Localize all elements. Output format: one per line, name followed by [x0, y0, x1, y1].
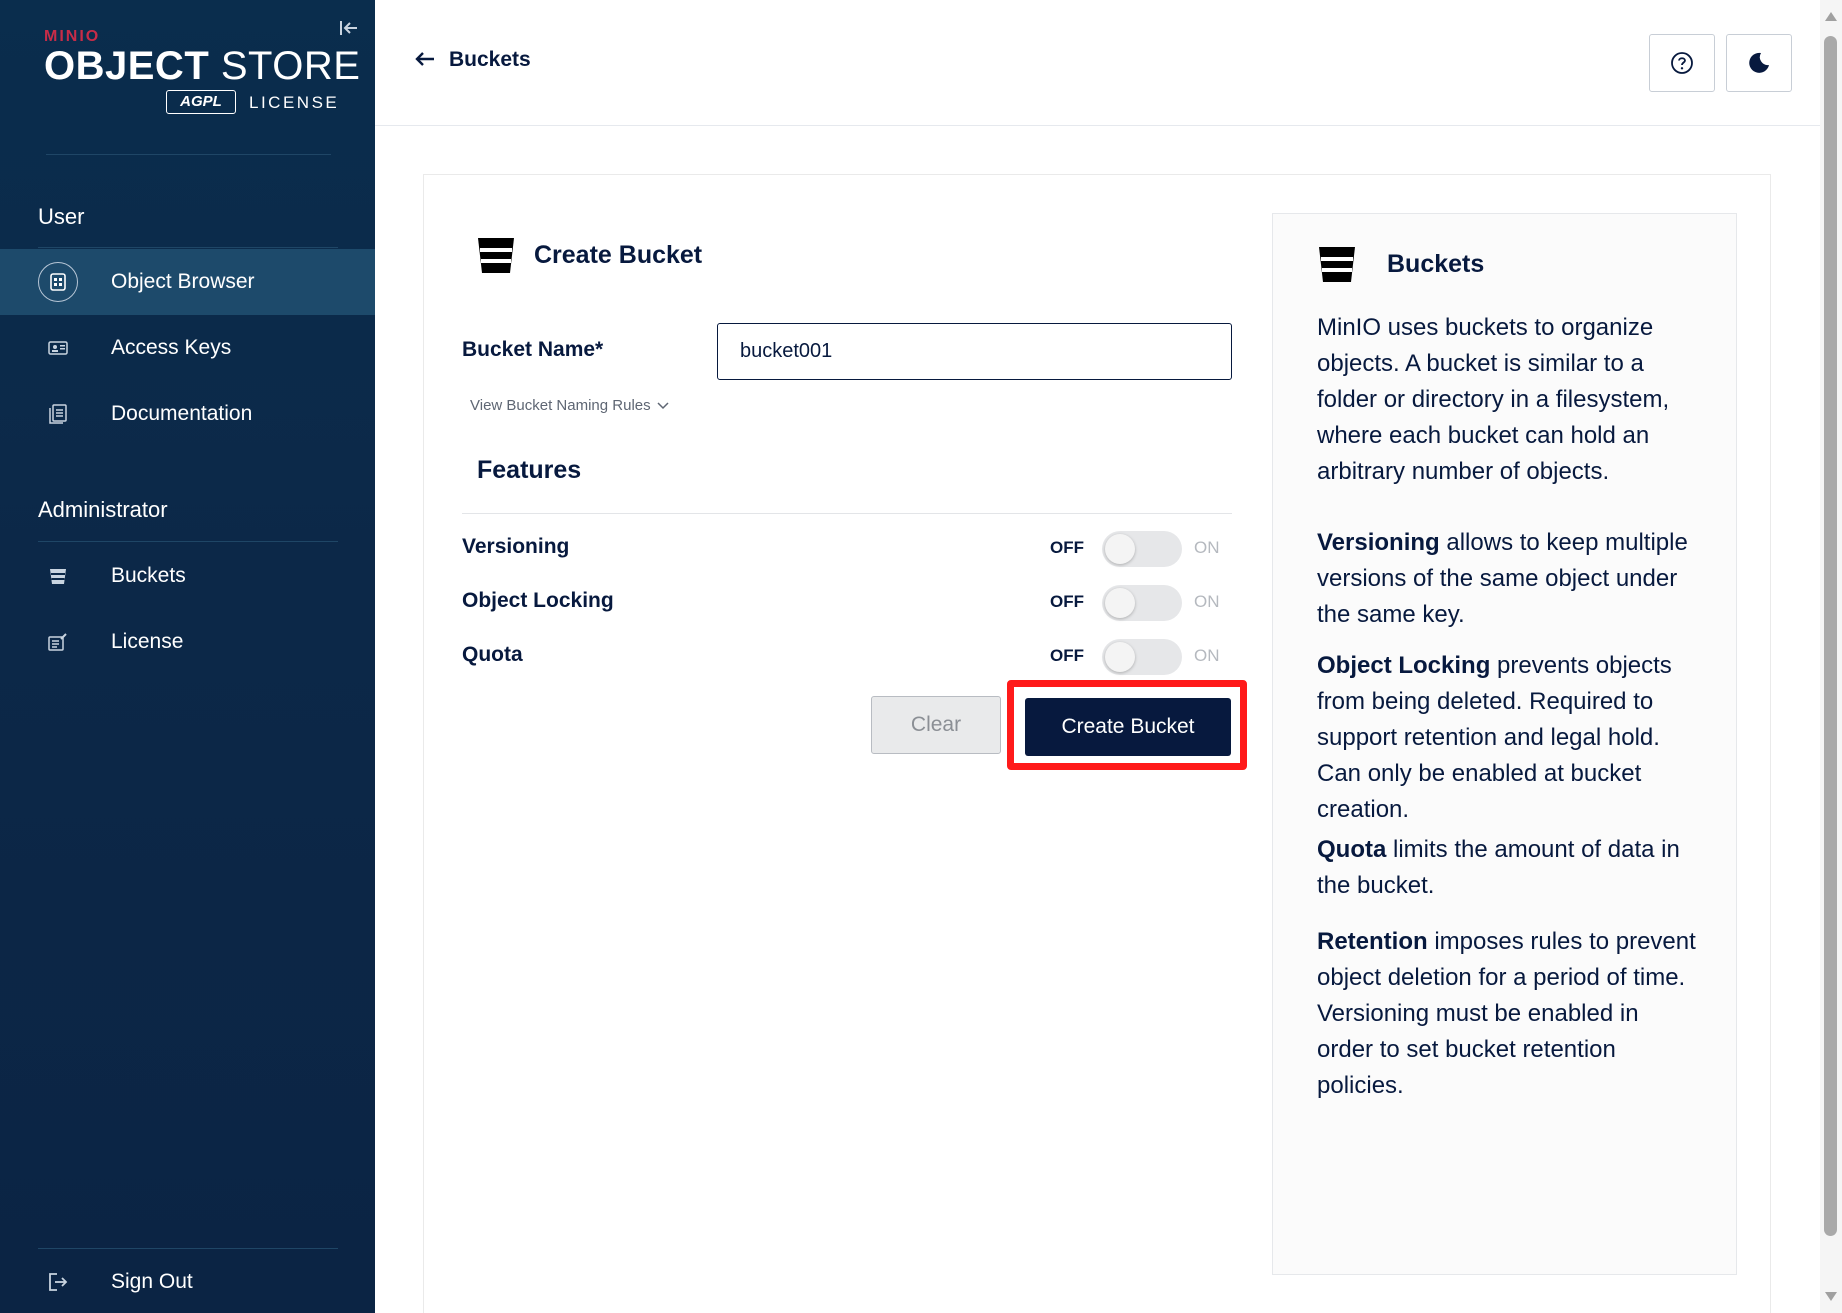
feature-label: Object Locking — [462, 589, 614, 612]
versioning-switch[interactable] — [1102, 531, 1182, 567]
minio-logo — [44, 28, 361, 118]
help-title: Buckets — [1387, 249, 1485, 278]
sidebar-item-label: Buckets — [111, 564, 186, 587]
section-administrator: Administrator — [38, 497, 168, 522]
help-intro: MinIO uses buckets to organize objects. A bucket is similar to a folder or directory in a filesystem, where each bucket can hold an arbitrary number of objects. — [1317, 314, 1670, 485]
feature-row-versioning — [462, 527, 1232, 567]
switch-on-label: ON — [1194, 592, 1220, 611]
feature-label: Quota — [462, 643, 523, 666]
sidebar-divider — [38, 541, 338, 542]
switch-knob — [1105, 534, 1135, 564]
scroll-thumb[interactable] — [1824, 36, 1837, 1236]
sign-out-button[interactable] — [0, 1250, 375, 1313]
quota-switch[interactable] — [1102, 639, 1182, 675]
collapse-icon — [339, 19, 359, 37]
create-bucket-highlight — [1007, 680, 1247, 770]
page-header — [375, 0, 1820, 126]
view-naming-rules-toggle[interactable] — [470, 397, 669, 414]
features-divider — [462, 513, 1232, 514]
switch-off-label: OFF — [1050, 646, 1084, 665]
logo-brand: MINIO — [44, 28, 101, 45]
sidebar-item-buckets[interactable] — [0, 543, 375, 609]
form-title: Create Bucket — [534, 240, 703, 269]
moon-icon — [1747, 51, 1771, 75]
scroll-up-arrow[interactable] — [1825, 12, 1837, 21]
logo-agpl-badge: AGPL — [166, 90, 236, 114]
switch-knob — [1105, 588, 1135, 618]
help-object-locking: Object Locking prevents objects from being deleted. Required to support retention and legal hold. Can only be enabled at bucket creation. — [1317, 652, 1672, 823]
naming-rules-label: View Bucket Naming Rules — [470, 397, 651, 414]
sidebar-item-label: License — [111, 630, 184, 653]
feature-label: Versioning — [462, 535, 570, 558]
switch-knob — [1105, 642, 1135, 672]
bucket-icon — [38, 556, 78, 596]
help-versioning: Versioning allows to keep multiple versions of the same object under the same key. — [1317, 529, 1688, 628]
bucket-name-label: Bucket Name* — [462, 338, 604, 361]
feature-row-quota — [462, 635, 1232, 675]
bucket-name-input[interactable] — [717, 323, 1232, 380]
sidebar-item-access-keys[interactable] — [0, 315, 375, 381]
license-icon — [38, 622, 78, 662]
switch-off-label: OFF — [1050, 538, 1084, 557]
sidebar-item-license[interactable] — [0, 609, 375, 675]
logo-title: OBJECT STORE — [44, 44, 361, 88]
sidebar-divider — [46, 154, 331, 155]
breadcrumb-buckets: Buckets — [449, 48, 531, 71]
documentation-icon — [38, 394, 78, 434]
sidebar-item-documentation[interactable] — [0, 381, 375, 447]
help-retention: Retention imposes rules to prevent object deletion for a period of time. Versioning must be enabled in order to set bucket retention policies. — [1317, 928, 1696, 1099]
sidebar-divider — [38, 1248, 338, 1249]
help-quota: Quota limits the amount of data in the bucket. — [1317, 836, 1680, 899]
bucket-icon — [476, 235, 516, 275]
sidebar-item-label: Access Keys — [111, 336, 232, 359]
help-button[interactable] — [1649, 34, 1715, 92]
sidebar-item-label: Object Browser — [111, 270, 255, 293]
form-title-row — [476, 235, 702, 275]
arrow-left-icon — [415, 48, 435, 72]
back-to-buckets-link[interactable] — [415, 48, 531, 72]
sign-out-label: Sign Out — [111, 1270, 193, 1293]
clear-button[interactable]: Clear — [871, 696, 1001, 754]
switch-on-label: ON — [1194, 646, 1220, 665]
switch-off-label: OFF — [1050, 592, 1084, 611]
sidebar — [0, 0, 375, 1313]
help-circle-icon — [1670, 51, 1694, 75]
page-scrollbar[interactable] — [1820, 0, 1842, 1313]
sidebar-item-object-browser[interactable] — [0, 249, 375, 315]
sign-out-icon — [38, 1262, 78, 1302]
features-title: Features — [477, 456, 582, 484]
access-keys-icon — [38, 328, 78, 368]
section-user: User — [38, 204, 85, 229]
feature-row-object-locking — [462, 581, 1232, 621]
object-locking-switch[interactable] — [1102, 585, 1182, 621]
create-bucket-button[interactable]: Create Bucket — [1025, 698, 1231, 756]
switch-on-label: ON — [1194, 538, 1220, 557]
chevron-down-icon — [657, 402, 669, 410]
buckets-help-panel — [1272, 213, 1737, 1275]
logo-license: LICENSE — [249, 93, 340, 112]
theme-toggle-button[interactable] — [1726, 34, 1792, 92]
sidebar-divider — [38, 247, 338, 248]
help-title-row — [1317, 244, 1484, 284]
create-bucket-card — [423, 174, 1771, 1313]
collapse-sidebar-button[interactable] — [336, 18, 362, 44]
sidebar-item-label: Documentation — [111, 402, 253, 425]
object-browser-icon — [38, 262, 78, 302]
bucket-icon — [1317, 244, 1357, 284]
scroll-down-arrow[interactable] — [1825, 1292, 1837, 1301]
